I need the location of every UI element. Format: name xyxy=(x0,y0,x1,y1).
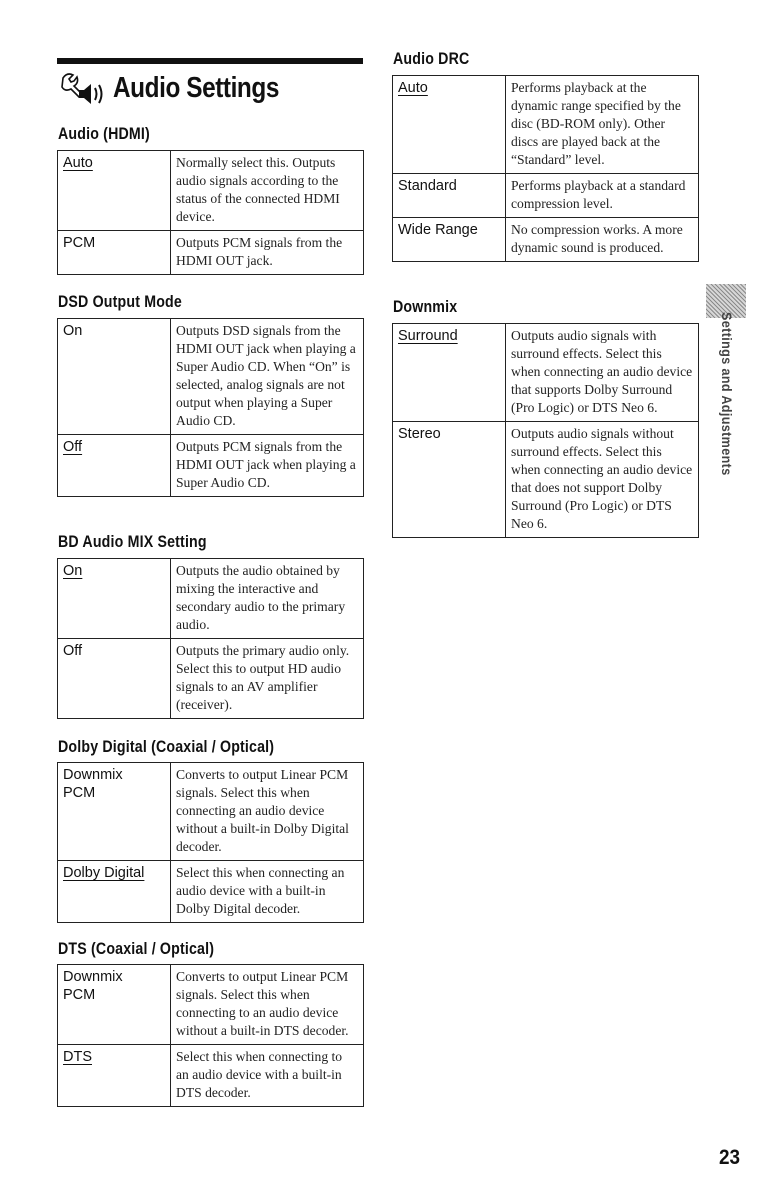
dts-table xyxy=(57,964,364,1107)
downmix-table xyxy=(392,323,699,538)
title-rule xyxy=(57,58,363,64)
option-label: Downmix PCM xyxy=(58,965,171,1045)
audio-drc-table xyxy=(392,75,699,262)
option-label: On xyxy=(58,559,171,639)
option-label: Surround xyxy=(393,324,506,422)
dolby-digital-table xyxy=(57,762,364,923)
option-desc: Converts to output Linear PCM signals. Select this when connecting to an audio device without a built-in DTS decoder. xyxy=(171,965,364,1045)
table-row xyxy=(393,76,699,174)
audio-hdmi-table xyxy=(57,150,364,275)
section-heading-dts: DTS (Coaxial / Optical) xyxy=(58,940,215,958)
table-row xyxy=(393,218,699,262)
page-header xyxy=(57,66,367,110)
option-label: Off xyxy=(58,639,171,719)
table-row xyxy=(58,435,364,497)
option-desc: Outputs the primary audio only. Select this to output HD audio signals to an AV amplifier (receiver). xyxy=(171,639,364,719)
option-label: Wide Range xyxy=(393,218,506,262)
section-heading-bd-audio-mix: BD Audio MIX Setting xyxy=(58,533,207,551)
side-tab-label: Settings and Adjustments xyxy=(719,312,735,476)
table-row xyxy=(58,151,364,231)
option-desc: Converts to output Linear PCM signals. Select this when connecting an audio device without a built-in Dolby Digital decoder. xyxy=(171,763,364,861)
option-label: Auto xyxy=(393,76,506,174)
table-row xyxy=(58,965,364,1045)
section-heading-audio-drc: Audio DRC xyxy=(393,50,470,68)
table-row xyxy=(58,763,364,861)
option-label: Downmix PCM xyxy=(58,763,171,861)
option-desc: Select this when connecting an audio device with a built-in Dolby Digital decoder. xyxy=(171,861,364,923)
audio-settings-icon xyxy=(57,68,113,108)
table-row xyxy=(58,861,364,923)
page-number: 23 xyxy=(718,1146,740,1169)
table-row xyxy=(58,559,364,639)
option-label: DTS xyxy=(58,1045,171,1107)
section-heading-dsd-output-mode: DSD Output Mode xyxy=(58,293,182,311)
option-label: PCM xyxy=(58,231,171,275)
option-desc: Performs playback at the dynamic range specified by the disc (BD-ROM only). Other discs are played back at the “Standard” level. xyxy=(506,76,699,174)
option-label: Auto xyxy=(58,151,171,231)
option-label: Standard xyxy=(393,174,506,218)
option-label: On xyxy=(58,319,171,435)
section-heading-audio-hdmi: Audio (HDMI) xyxy=(58,125,150,143)
option-desc: Outputs PCM signals from the HDMI OUT jack when playing a Super Audio CD. xyxy=(171,435,364,497)
table-row xyxy=(393,174,699,218)
option-desc: Normally select this. Outputs audio signals according to the status of the connected HDMI device. xyxy=(171,151,364,231)
table-row xyxy=(58,319,364,435)
option-label: Stereo xyxy=(393,422,506,538)
table-row xyxy=(58,639,364,719)
option-label: Dolby Digital xyxy=(58,861,171,923)
section-heading-dolby-digital: Dolby Digital (Coaxial / Optical) xyxy=(58,738,275,756)
option-desc: No compression works. A more dynamic sound is produced. xyxy=(506,218,699,262)
table-row xyxy=(393,324,699,422)
option-desc: Outputs audio signals with surround effects. Select this when connecting an audio device that supports Dolby Surround (Pro Logic) or DTS Neo 6. xyxy=(506,324,699,422)
table-row xyxy=(58,231,364,275)
option-desc: Outputs the audio obtained by mixing the interactive and secondary audio to the primary audio. xyxy=(171,559,364,639)
option-desc: Performs playback at a standard compression level. xyxy=(506,174,699,218)
table-row xyxy=(393,422,699,538)
page-title: Audio Settings xyxy=(113,71,279,104)
option-desc: Outputs DSD signals from the HDMI OUT jack when playing a Super Audio CD. When “On” is selected, analog signals are not output when playing a Super Audio CD. xyxy=(171,319,364,435)
option-desc: Outputs PCM signals from the HDMI OUT jack. xyxy=(171,231,364,275)
option-desc: Select this when connecting to an audio device with a built-in DTS decoder. xyxy=(171,1045,364,1107)
section-heading-downmix: Downmix xyxy=(393,298,458,316)
bd-audio-mix-table xyxy=(57,558,364,719)
table-row xyxy=(58,1045,364,1107)
option-desc: Outputs audio signals without surround effects. Select this when connecting an audio device that does not support Dolby Surround (Pro Logic) or DTS Neo 6. xyxy=(506,422,699,538)
dsd-output-mode-table xyxy=(57,318,364,497)
option-label: Off xyxy=(58,435,171,497)
